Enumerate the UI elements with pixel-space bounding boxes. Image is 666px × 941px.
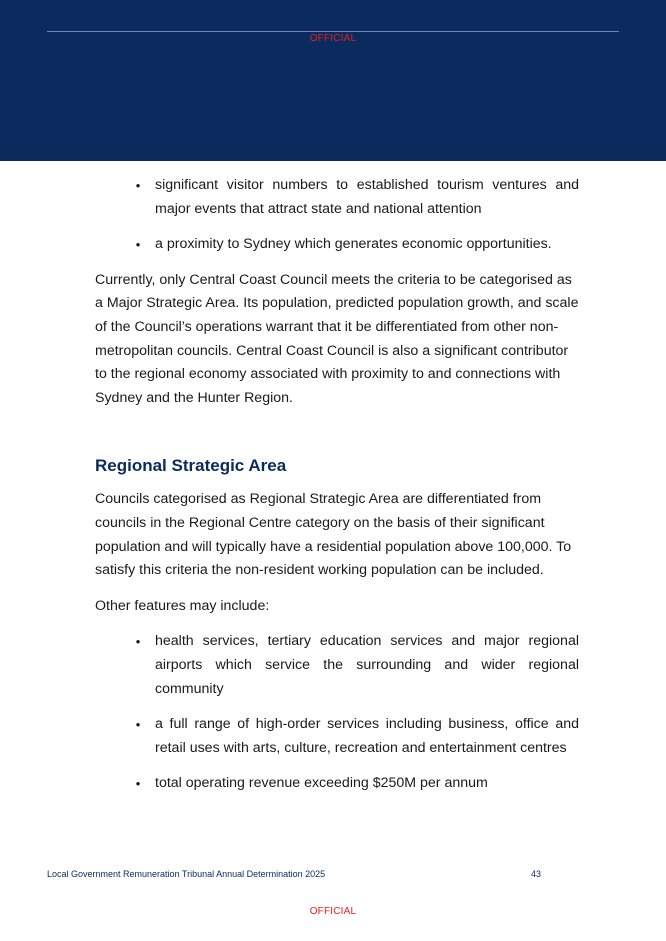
- page-content: [95, 174, 579, 808]
- list-item: [95, 174, 579, 221]
- classification-label-bottom: OFFICIAL: [309, 906, 357, 917]
- paragraph-other-features: Other features may include:: [95, 597, 270, 614]
- bullet-icon: •: [135, 634, 141, 650]
- section-heading: Regional Strategic Area: [95, 456, 287, 476]
- header-rule: [47, 31, 619, 32]
- list-item-text: health services, tertiary education services and major regional airports which service the surrounding and wider regional community: [155, 633, 579, 697]
- paragraph-major-strategic-area: Currently, only Central Coast Council meets the criteria to be categorised as a Major Strategic Area. Its population, predicted population growth, and scale of the Council’s operations warrant that it be differentiated from other non-metropolitan councils. Central Coast Council is also a significant contributor to the regional economy associated with proximity to and connections with Sydney and the Hunter Region.: [95, 271, 579, 406]
- list-item: [95, 233, 579, 257]
- bullet-list-bottom: [95, 630, 579, 796]
- bullet-icon: •: [135, 776, 141, 792]
- bullet-icon: •: [135, 717, 141, 733]
- header-band: [0, 0, 666, 161]
- footer-document-title: Local Government Remuneration Tribunal Annual Determination 2025: [47, 869, 326, 879]
- bullet-icon: •: [135, 237, 141, 253]
- paragraph-regional-strategic-area: Councils categorised as Regional Strategic Area are differentiated from councils in the Regional Centre category on the basis of their significant population and will typically have a residential population above 100,000. To satisfy this criteria the non-resident working population can be included.: [95, 491, 572, 579]
- bullet-list-top: [95, 174, 579, 257]
- bullet-icon: •: [135, 178, 141, 193]
- list-item: [95, 713, 579, 760]
- list-item-text: significant visitor numbers to established tourism ventures and major events that attract state and national attention: [155, 177, 579, 217]
- list-item: [95, 772, 579, 796]
- list-item: [95, 630, 579, 701]
- footer-page-number: 43: [531, 869, 542, 879]
- list-item-text: a proximity to Sydney which generates economic opportunities.: [155, 236, 552, 253]
- classification-label-top: OFFICIAL: [309, 33, 357, 44]
- list-item-text: a full range of high-order services including business, office and retail uses with arts, culture, recreation and entertainment centres: [155, 716, 579, 756]
- list-item-text: total operating revenue exceeding $250M per annum: [155, 775, 488, 792]
